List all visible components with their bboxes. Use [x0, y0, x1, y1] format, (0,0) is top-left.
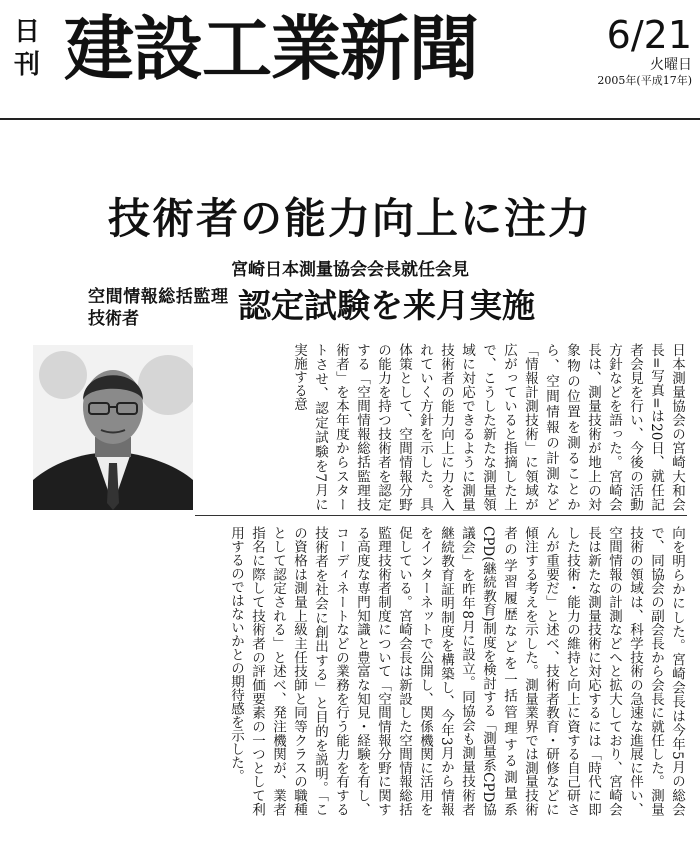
column-divider: [195, 515, 687, 516]
article-body-upper: 日本測量協会の宮崎大和会長=写真=は20日、就任記者会見を行い、今後の活動方針などを語った。宮崎会長は、測量技術が地上の対象物の位置を測ることから、空間情報の計測など「情報計測技術」に領域が広がっていると指摘した上で、こうした新たな測量領域に対応できるように測量技術者の能力向上に力を入れていく方針を示した。具体策として、空間情報分野の能力を持つ技術者を認定する「空間情報総括監理技術者」を本年度からスタートさせ、認定試験を7月に実施する意: [291, 343, 685, 511]
subheadline: 宮崎日本測量協会会長就任会見: [231, 260, 469, 280]
headline: 技術者の能力向上に注力: [107, 194, 592, 243]
publication-date: [597, 14, 692, 88]
masthead-title: 建設工業新聞: [64, 8, 478, 90]
article-body-lower: 向を明らかにした。宮崎会長は今年5月の総会で、同協会の副会長から会長に就任した。測量技術の領域は、科学技術の急速な進展に伴い、空間情報の計測などへと拡大しており、宮崎会長は新たな測量技術に対応するには「時代に即した技術・能力の維持と向上に資する自己研さんが重要だ」と述べ、技術者教育・研修などに傾注する考えを示した。測量業界では測量技術者の学習履歴などを一括管理する測量系CPD(継続教育)制度を検討する「測量系CPD協議会」を昨年8月に設立。同協会も測量技術者継続教育証明制度を構築し、今年3月から情報をインターネットで公開し、関係機関に活用を促している。宮崎会長は新設した空間情報総括監理技術者制度について「空間情報分野に関する高度な専門知識と豊富な知見・経験を有し、コーディネートなどの業務を行う能力を有する技術者を社会に創出する」と目的を説明。「この資格は測量上級主任技師と同等クラスの職種として認定される」と述べ、発注機関が、業者指名に際して技術者の評価要素の一つとして利用するのではないかとの期待感を示した。: [228, 526, 685, 816]
masthead-divider: [0, 118, 700, 120]
masthead-label: 日刊: [13, 17, 40, 80]
kicker: 空間情報総括監理技術者: [88, 287, 228, 329]
secondary-headline: 認定試験を来月実施: [238, 286, 535, 325]
weekday: 火曜日: [650, 57, 692, 73]
date: 6/21: [606, 13, 692, 57]
year: 2005年(平成17年): [597, 74, 692, 87]
